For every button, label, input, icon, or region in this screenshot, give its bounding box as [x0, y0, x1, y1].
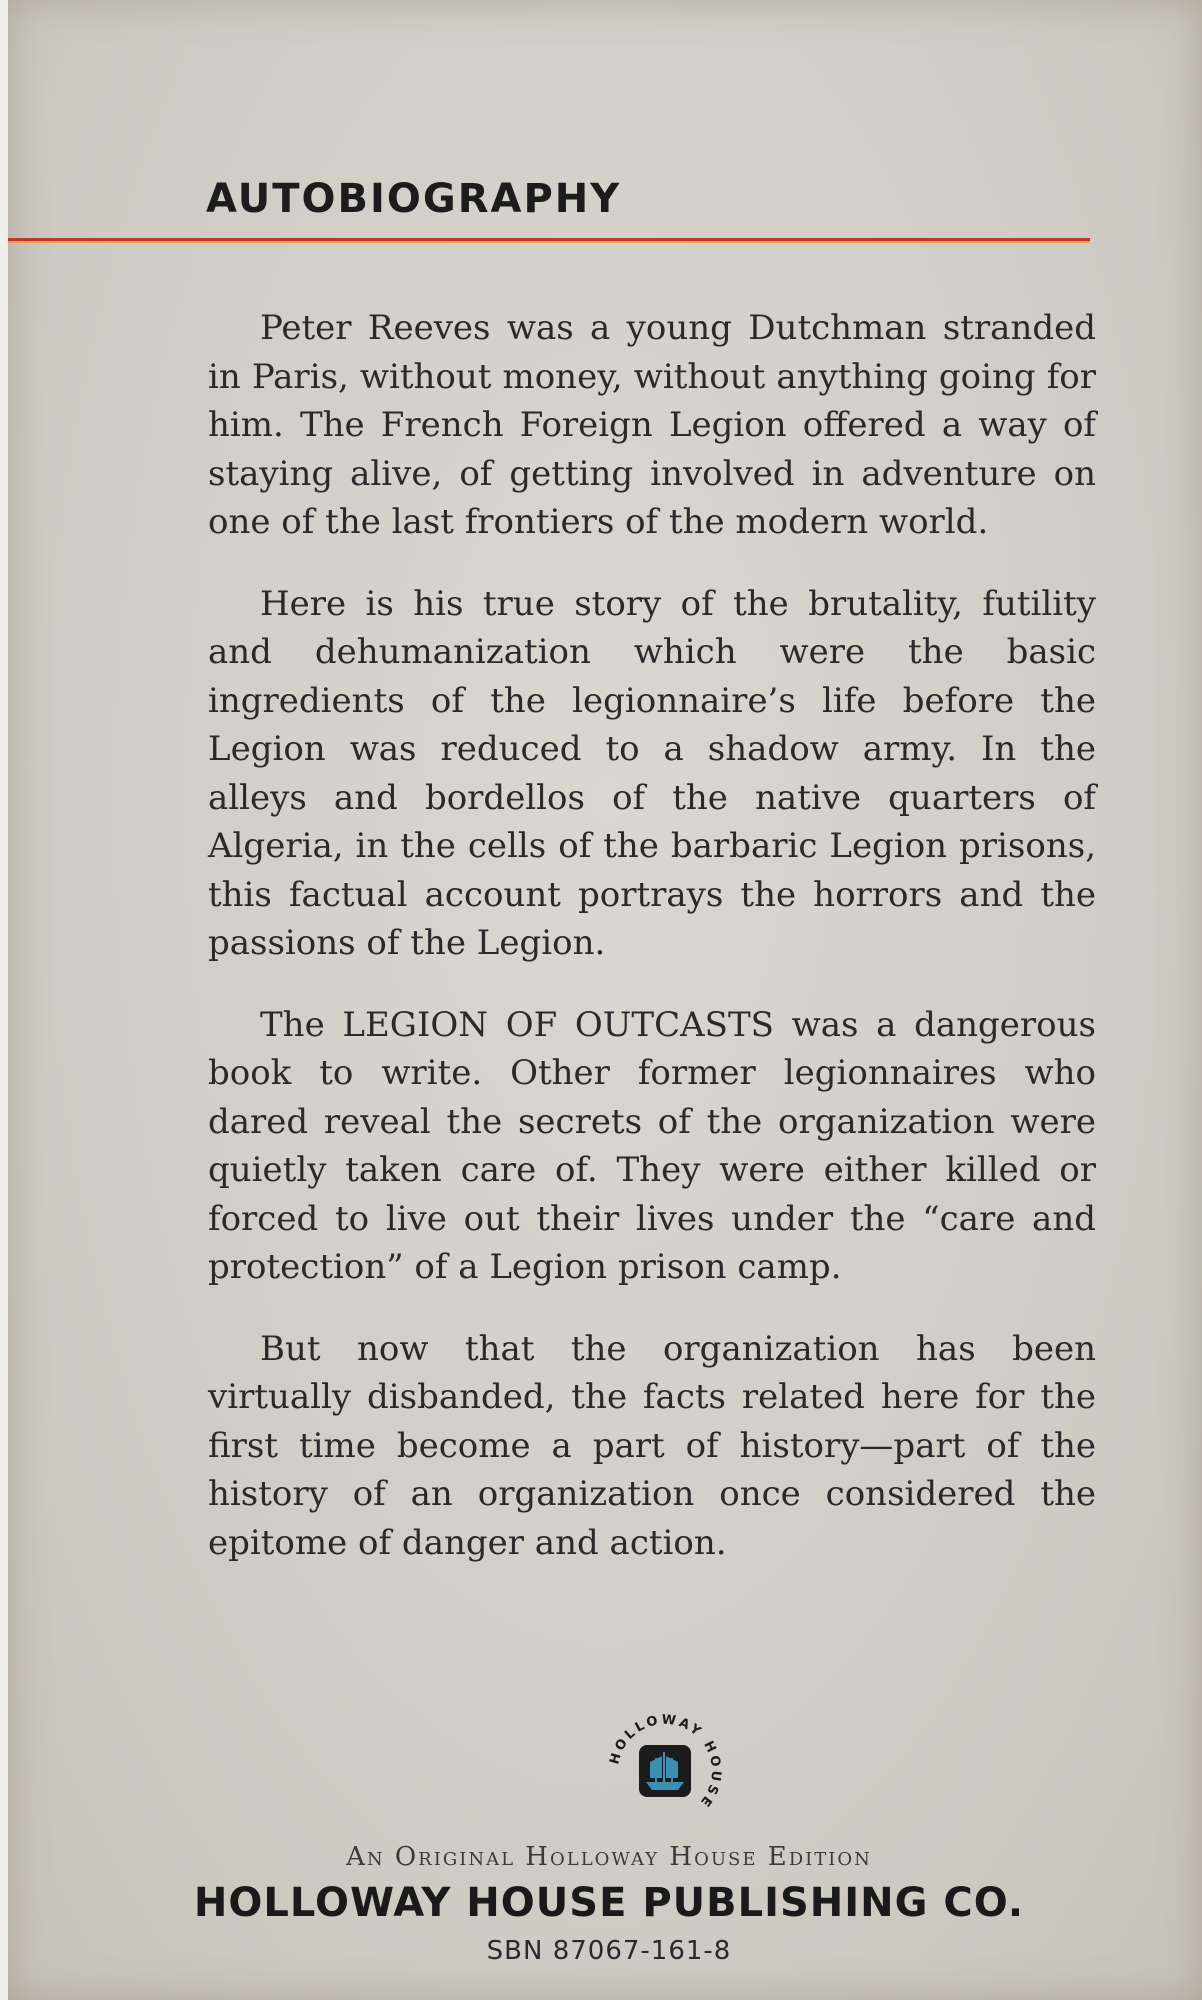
heading-rule — [8, 238, 1090, 241]
genre-heading: AUTOBIOGRAPHY — [206, 176, 622, 222]
publisher-name: HOLLOWAY HOUSE PUBLISHING CO. — [193, 1880, 1025, 1926]
blurb — [208, 304, 1096, 1600]
blurb-paragraph-2: Here is his true story of the brutality, futility and dehumanization which were the basic ingredients of the legionnaire’s life before the Legion was reduced to a shadow army. In the alleys and bordellos of the native quarters of Algeria, in the cells of the barbaric Legion prisons, this factual account portrays the horrors and the passions of the Legion. — [208, 583, 1096, 963]
logo-text: HOLLOWAY HOUSE — [607, 1712, 724, 1812]
publisher-logo — [606, 1712, 724, 1830]
blurb-paragraph-1: Peter Reeves was a young Dutchman stranded in Paris, without money, without anything going for him. The French Foreign Legion offered a way of staying alive, of getting involved in adventure on one of the last frontiers of the modern world. — [208, 308, 1096, 542]
blurb-paragraph-3: The LEGION OF OUTCASTS was a dangerous book to write. Other former legionnaires who dared reveal the secrets of the organization were quietly taken care of. They were either killed or forced to live out their lives under the “care and protection” of a Legion prison camp. — [208, 1004, 1096, 1287]
book-back-cover — [8, 0, 1202, 2000]
sbn-number: SBN 87067-161-8 — [486, 1936, 732, 1966]
edition-line: An Original Holloway House Edition — [346, 1842, 872, 1872]
blurb-paragraph-4: But now that the organization has been virtually disbanded, the facts related here for the first time become a part of history—part of the history of an organization once considered the epitome of danger and action. — [208, 1328, 1096, 1563]
